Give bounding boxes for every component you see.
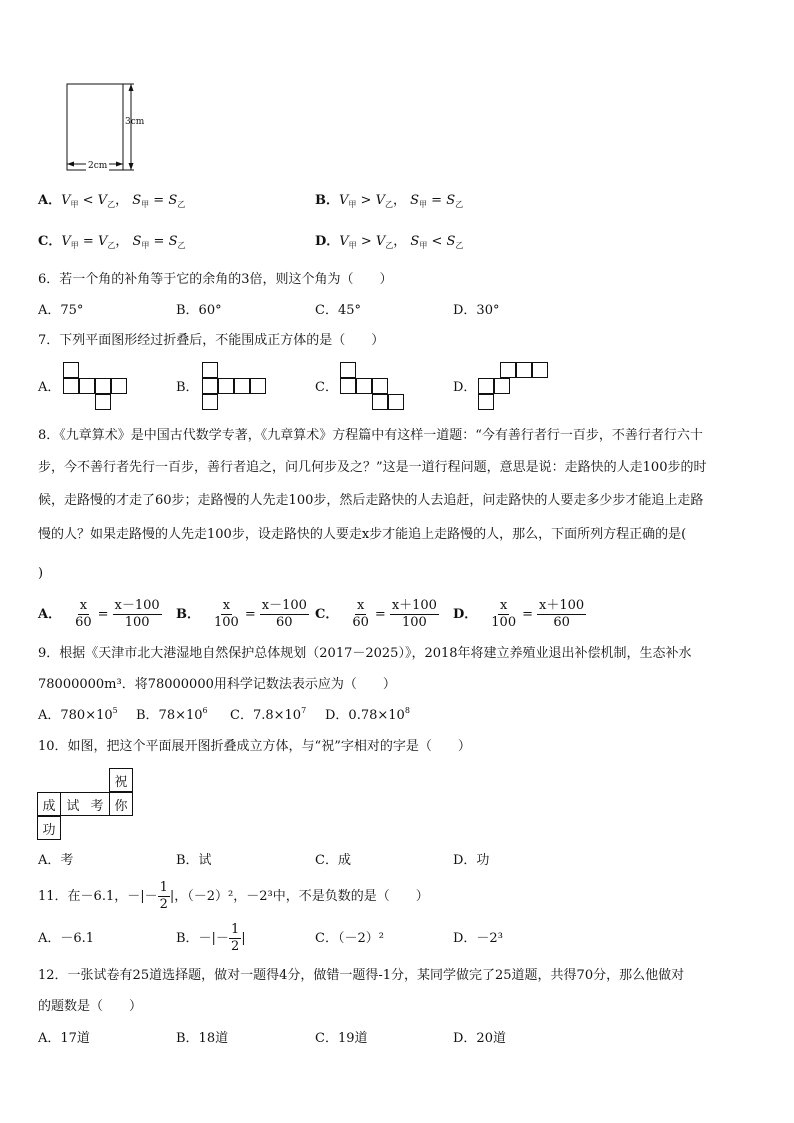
q9-option-a[interactable]: A．$780\times 10^5$ (38, 706, 118, 723)
q12-option-a[interactable]: A．17道 (38, 1031, 90, 1046)
q5-option-a[interactable]: A．$V_甲 < V_乙$， $S_甲 = S_乙$ (38, 193, 186, 209)
q10-option-c[interactable]: C．成 (315, 853, 351, 868)
q8-option-d[interactable]: D． $\frac{x}{100}$ = $\frac{x+100}{60}$ (453, 598, 585, 630)
q7-stem: 7．下列平面图形经过折叠后，不能围成正方体的是（ ） (38, 333, 385, 348)
q11-stem: 11．在－6.1，－|－ $\frac{1}{2}$ |，（－2）²，－2³中，不是负数的是（ ） (38, 880, 429, 912)
q7-option-d-label[interactable]: D． (453, 380, 477, 395)
q7-option-a-label[interactable]: A． (38, 380, 61, 395)
q10-cell-kao: 考 (85, 792, 109, 816)
q5-option-c[interactable]: C．$V_甲 = V_乙$， $S_甲 = S_乙$ (38, 234, 186, 250)
height-label: 3cm (125, 117, 145, 127)
q12-line-2: 的题数是（ ） (38, 999, 143, 1014)
q11-option-a[interactable]: A．－6.1 (38, 931, 95, 946)
q8-option-a[interactable]: A． $\frac{x}{60}$ = $\frac{x-100}{100}$ (38, 598, 160, 630)
q10-cell-shi: 试 (61, 792, 85, 816)
q8-line-3: 候，走路慢的才走了60步；走路慢的人先走100步，然后走路快的人去追赶，问走路快的人要走多少步才能追上走路 (38, 493, 704, 508)
q6-option-b[interactable]: B．60° (176, 303, 222, 318)
q10-option-a[interactable]: A．考 (38, 853, 74, 868)
q5-option-d[interactable]: D．$V_甲 > V_乙$， $S_甲 < S_乙$ (315, 234, 464, 250)
q11-option-d[interactable]: D．－2³ (453, 931, 503, 946)
q7-option-b-label[interactable]: B． (176, 380, 199, 395)
q6-option-a[interactable]: A．75° (38, 303, 84, 318)
q9-option-b[interactable]: B．$78\times 10^6$ (136, 706, 208, 723)
q10-cell-ni: 你 (109, 792, 133, 816)
q11-option-b[interactable]: B．－|－ $\frac{1}{2}$ | (176, 922, 246, 954)
q10-stem: 10．如图，把这个平面展开图折叠成立方体，与“祝”字相对的字是（ ） (38, 739, 471, 754)
q9-option-c[interactable]: C．$7.8\times 10^7$ (230, 706, 307, 723)
q10-option-d[interactable]: D．功 (453, 853, 490, 868)
q12-option-b[interactable]: B．18道 (176, 1031, 229, 1046)
q12-line-1: 12．一张试卷有25道选择题，做对一题得4分，做错一题得-1分，某同学做完了25道题，共得70分，那么他做对 (38, 968, 685, 983)
q8-line-1: 8．《九章算术》是中国古代数学专著，《九章算术》方程篇中有这样一道题：“今有善行者行一百步，不善行者行六十 (38, 428, 703, 443)
q8-line-4: 慢的人？如果走路慢的人先走100步，设走路快的人要走x步才能追上走路慢的人，那么，下面所列方程正确的是( (38, 527, 687, 542)
q8-option-c[interactable]: C． $\frac{x}{60}$ = $\frac{x+100}{100}$ (315, 598, 437, 630)
q10-cell-gong: 功 (37, 816, 61, 840)
q9-line-1: 9．根据《天津市北大港湿地自然保护总体规划（2017－2025）》，2018年将建立养殖业退出补偿机制，生态补水 (38, 646, 692, 661)
q10-cell-cheng: 成 (37, 792, 61, 816)
q7-option-c-label[interactable]: C． (315, 380, 338, 395)
width-label: 2cm (86, 158, 109, 174)
rectangle-dimension-figure (60, 78, 160, 178)
q8-line-5: ) (38, 566, 44, 581)
q6-option-c[interactable]: C．45° (315, 303, 361, 318)
q11-option-c[interactable]: C．（－2）² (315, 931, 384, 946)
q6-option-d[interactable]: D．30° (453, 303, 500, 318)
q12-option-d[interactable]: D．20道 (453, 1031, 506, 1046)
q12-option-c[interactable]: C．19道 (315, 1031, 368, 1046)
q8-line-2: 步，今不善行者先行一百步，善行者追之，问几何步及之？”这是一道行程问题，意思是说：走路快的人走100步的时 (38, 460, 707, 475)
q8-option-b[interactable]: B． $\frac{x}{100}$ = $\frac{x-100}{60}$ (176, 598, 307, 630)
q10-cell-zhu: 祝 (109, 768, 133, 792)
q5-option-b[interactable]: B．$V_甲 > V_乙$， $S_甲 = S_乙$ (315, 193, 464, 209)
q6-stem: 6．若一个角的补角等于它的余角的3倍，则这个角为（ ） (38, 272, 393, 287)
q10-option-b[interactable]: B．试 (176, 853, 212, 868)
q9-line-2: 78000000m³．将78000000用科学记数法表示应为（ ） (38, 677, 396, 692)
q9-option-d[interactable]: D．$0.78\times 10^8$ (325, 706, 410, 723)
